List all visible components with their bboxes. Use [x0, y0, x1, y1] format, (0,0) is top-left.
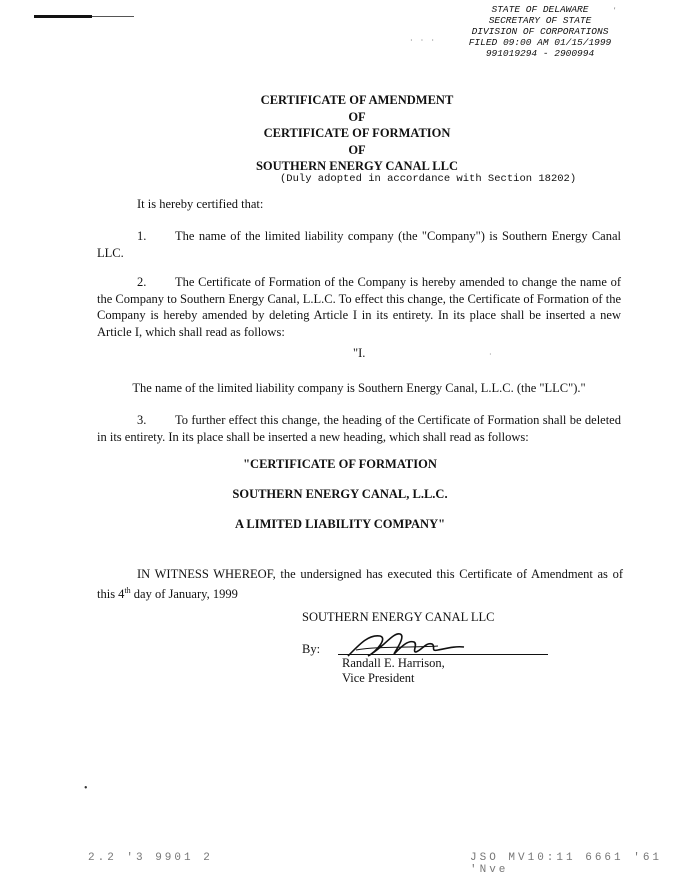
stamp-line: STATE OF DELAWARE: [491, 4, 589, 15]
witness-text: IN WITNESS WHEREOF, the undersigned has executed this Certificate of Amendment as of this 4: [97, 567, 623, 601]
stamp-line: 991019294 - 2900994: [485, 48, 595, 59]
filing-stamp: [440, 4, 640, 59]
signatory-company: SOUTHERN ENERGY CANAL LLC: [302, 610, 495, 624]
header-rule-thin: [92, 16, 134, 17]
paragraph-1: [97, 228, 621, 261]
by-label: By:: [302, 642, 321, 656]
document-title: [200, 92, 514, 175]
new-heading-line: A LIMITED LIABILITY COMPANY": [234, 517, 446, 531]
title-line: CERTIFICATE OF AMENDMENT: [260, 93, 454, 107]
scan-speck: ·: [489, 350, 492, 359]
signer-title: Vice President: [342, 671, 415, 685]
article-text: The name of the limited liability company is Southern Energy Canal, L.L.C. (the "LLC").": [132, 381, 586, 395]
witness-date: day of January, 1999: [130, 586, 238, 601]
signature-line: [338, 654, 548, 655]
paragraph-text: The name of the limited liability company (the "Company") is Southern Energy Canal LLC.: [97, 229, 621, 260]
scan-dots: · · ·: [410, 36, 437, 45]
witness-clause: [97, 566, 623, 602]
new-heading-line: "CERTIFICATE OF FORMATION: [243, 457, 437, 471]
paragraph-number: 3.: [137, 413, 147, 427]
paragraph-number: 2.: [137, 275, 147, 289]
paragraph-2: [97, 274, 621, 340]
stamp-line: SECRETARY OF STATE: [488, 15, 592, 26]
title-line: SOUTHERN ENERGY CANAL LLC: [255, 159, 458, 173]
paragraph-number: 1.: [137, 229, 147, 243]
paragraph-text: The Certificate of Formation of the Company is hereby amended to change the name of the Company to Southern Energy Canal, L.L.C. To effect this change, the Certificate of Formation of the Company is hereby amended by deleting Article I in its entirety. In its place shall be inserted a new Article I, which shall read as follows:: [97, 275, 621, 339]
article-marker: "I.: [353, 346, 366, 360]
scan-speck: •: [84, 783, 88, 794]
title-line: OF: [348, 142, 366, 157]
paragraph-3: [97, 412, 621, 445]
fax-footer-left: 2.2 '3 9901 2: [88, 852, 213, 864]
scan-speck: ': [614, 6, 616, 15]
stamp-line: FILED 09:00 AM 01/15/1999: [468, 37, 612, 48]
title-line: OF: [348, 109, 366, 124]
new-heading-line: SOUTHERN ENERGY CANAL, L.L.C.: [232, 487, 448, 501]
adoption-note: (Duly adopted in accordance with Section 18202): [280, 173, 577, 185]
title-line: CERTIFICATE OF FORMATION: [263, 126, 451, 140]
header-rule: [34, 15, 92, 18]
intro-text: It is hereby certified that:: [137, 197, 264, 211]
stamp-line: DIVISION OF CORPORATIONS: [471, 26, 609, 37]
fax-footer-right: JSO MV10:11 6661 '61 'Nve: [470, 852, 663, 876]
paragraph-text: To further effect this change, the heading of the Certificate of Formation shall be deleted in its entirety. In its place shall be inserted a new heading, which shall read as follows:: [97, 413, 621, 444]
ordinal-suffix: th: [124, 585, 131, 595]
signer-name: Randall E. Harrison,: [342, 656, 445, 670]
